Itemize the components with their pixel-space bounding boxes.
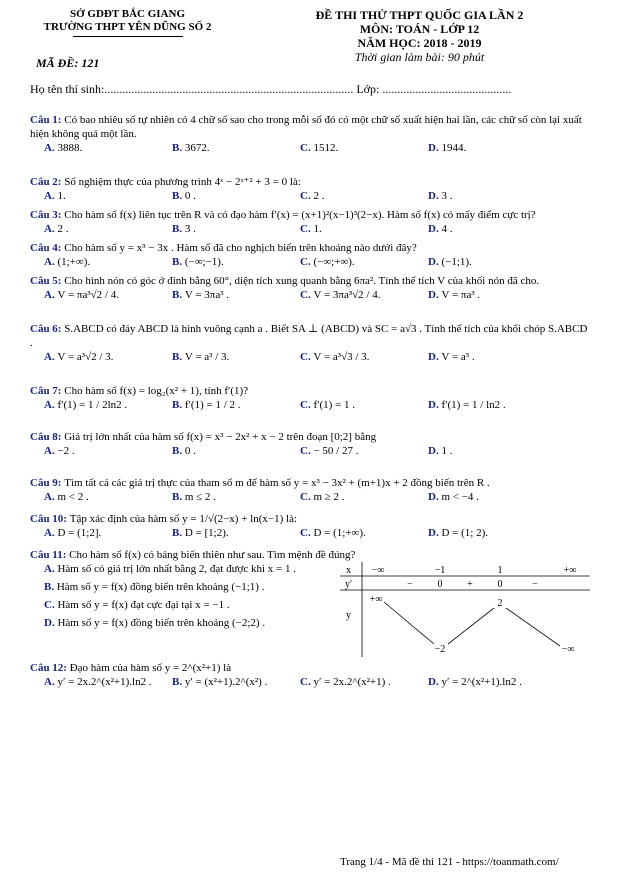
- question-body: Cho hàm số f(x) = log₂(x² + 1), tính f′(1)?: [64, 385, 249, 397]
- arrow-up: [448, 608, 494, 644]
- question-10: [30, 512, 590, 540]
- answer-option[interactable]: B. y′ = (x²+1).2^(x²) .: [172, 676, 268, 688]
- sign-value: +: [467, 579, 473, 590]
- question-text: [30, 322, 590, 350]
- answer-option[interactable]: D. (−1;1).: [428, 256, 472, 268]
- answer-option[interactable]: A. −2 .: [44, 445, 75, 457]
- sign-value: −: [532, 579, 538, 590]
- answer-option[interactable]: A. V = a³√2 / 3.: [44, 351, 114, 363]
- answer-option[interactable]: B. 0 .: [172, 445, 196, 457]
- question-7: [30, 384, 590, 412]
- y-value: −∞: [561, 644, 575, 655]
- question-5: [30, 274, 590, 302]
- question-text: [30, 430, 590, 444]
- exam-title: ĐỀ THI THỬ THPT QUỐC GIA LẦN 2: [315, 8, 524, 22]
- answer-option[interactable]: D. f′(1) = 1 / ln2 .: [428, 399, 506, 411]
- question-text: [30, 274, 590, 288]
- answer-option[interactable]: C. V = 3πa³√2 / 4.: [300, 289, 381, 301]
- answer-option[interactable]: A. f′(1) = 1 / 2ln2 .: [44, 399, 128, 411]
- answer-option[interactable]: A. Hàm số có giá trị lớn nhất bằng 2, đạt được khi x = 1 .: [44, 563, 297, 575]
- question-4: [30, 241, 590, 269]
- question-text: [30, 512, 590, 526]
- answer-option[interactable]: B. m ≤ 2 .: [172, 491, 216, 503]
- answer-option[interactable]: D. 1944.: [428, 142, 467, 154]
- question-body: Số nghiệm thực của phương trình 4ˣ − 2ˣ⁺² + 3 = 0 là:: [64, 176, 301, 188]
- answer-option[interactable]: B. V = a³ / 3.: [172, 351, 230, 363]
- answer-option[interactable]: B. D = [1;2).: [172, 527, 229, 539]
- question-label: Câu 1:: [30, 114, 65, 126]
- question-body: Giá trị lớn nhất của hàm số f(x) = x³ − 2x² + x − 2 trên đoạn [0;2] bằng: [64, 431, 377, 443]
- answer-option[interactable]: B. Hàm số y = f(x) đồng biến trên khoảng (−1;1) .: [44, 581, 265, 593]
- variation-table: [340, 562, 590, 657]
- x-value: +∞: [563, 565, 577, 576]
- question-label: Câu 7:: [30, 385, 65, 397]
- question-12: [30, 661, 590, 689]
- answer-option[interactable]: B. 0 .: [172, 190, 196, 202]
- answer-option[interactable]: C. (−∞;+∞).: [300, 256, 355, 268]
- x-value: −∞: [371, 565, 385, 576]
- question-text: [30, 548, 590, 562]
- question-body: S.ABCD có đáy ABCD là hình vuông cạnh a . Biết SA ⊥ (ABCD) và SC = a√3 . Tính thể tích của khối chóp S.ABCD .: [30, 323, 588, 349]
- exam-subject: MÔN: TOÁN - LỚP 12: [359, 22, 480, 36]
- y-value: +∞: [369, 594, 383, 605]
- question-label: Câu 4:: [30, 242, 65, 254]
- answer-option[interactable]: C. m ≥ 2 .: [300, 491, 345, 503]
- department-name: SỞ GDĐT BẮC GIANG: [69, 8, 185, 20]
- answer-option[interactable]: C. y′ = 2x.2^(x²+1) .: [300, 676, 391, 688]
- exam-year: NĂM HỌC: 2018 - 2019: [357, 36, 482, 50]
- yprime-label: y′: [345, 579, 353, 590]
- x-value: −1: [434, 565, 446, 576]
- sign-value: 0: [497, 579, 503, 590]
- exam-time: Thời gian làm bài: 90 phút: [354, 50, 485, 64]
- answer-option[interactable]: C. V = a³√3 / 3.: [300, 351, 370, 363]
- question-text: [30, 384, 590, 398]
- answer-option[interactable]: A. 2 .: [44, 223, 69, 235]
- answer-option[interactable]: D. D = (1; 2).: [428, 527, 488, 539]
- answer-option[interactable]: B. V = 3πa³ .: [172, 289, 230, 301]
- answer-option[interactable]: D. m < −4 .: [428, 491, 479, 503]
- question-label: Câu 5:: [30, 275, 65, 287]
- sign-value: −: [407, 579, 413, 590]
- x-label: x: [346, 565, 351, 576]
- answer-option[interactable]: D. y′ = 2^(x²+1).ln2 .: [428, 676, 522, 688]
- question-3: [30, 208, 590, 236]
- answer-option[interactable]: C. D = (1;+∞).: [300, 527, 366, 539]
- student-class-label: Lớp:: [356, 82, 380, 96]
- question-2: [30, 175, 590, 203]
- question-text: [30, 208, 590, 222]
- question-1: [30, 113, 590, 155]
- question-label: Câu 8:: [30, 431, 65, 443]
- question-body: Cho hàm số y = x³ − 3x . Hàm số đã cho nghịch biến trên khoảng nào dưới đây?: [64, 242, 417, 254]
- header-left: [20, 8, 235, 37]
- answer-option[interactable]: C. 2 .: [300, 190, 325, 202]
- answer-option[interactable]: D. 1 .: [428, 445, 453, 457]
- answer-option[interactable]: D. V = a³ .: [428, 351, 475, 363]
- student-info: Họ tên thí sinh:................................................................................... Lớp: ...........................................: [30, 82, 512, 96]
- answer-option[interactable]: D. V = πa³ .: [428, 289, 481, 301]
- answer-option[interactable]: C. Hàm số y = f(x) đạt cực đại tại x = −1 .: [44, 599, 230, 611]
- question-text: [30, 175, 590, 189]
- answer-option[interactable]: A. 1.: [44, 190, 66, 202]
- header-right: [292, 8, 547, 64]
- answer-option[interactable]: C. 1512.: [300, 142, 339, 154]
- question-body: Có bao nhiêu số tự nhiên có 4 chữ số sao cho trong mỗi số đó có một chữ số xuất hiện hai lần, các chữ số còn lại xuất hiện không quá một lần.: [30, 114, 582, 140]
- answer-option[interactable]: A. D = (1;2].: [44, 527, 102, 539]
- answer-option[interactable]: B. 3 .: [172, 223, 196, 235]
- header-divider: [73, 36, 183, 37]
- questions-list: [30, 113, 590, 694]
- answer-option[interactable]: A. y′ = 2x.2^(x²+1).ln2 .: [44, 676, 152, 688]
- question-text: [30, 661, 590, 675]
- question-label: Câu 6:: [30, 323, 65, 335]
- question-6: [30, 322, 590, 364]
- answer-option[interactable]: A. V = πa³√2 / 4.: [44, 289, 119, 301]
- question-label: Câu 3:: [30, 209, 65, 221]
- question-body: Đạo hàm của hàm số y = 2^(x²+1) là: [69, 662, 232, 674]
- answer-option[interactable]: D. 4 .: [428, 223, 453, 235]
- page-footer: Trang 1/4 - Mã đề thi 121 - https://toanmath.com/: [340, 856, 559, 868]
- answer-option[interactable]: B. f′(1) = 1 / 2 .: [172, 399, 241, 411]
- question-11: [30, 548, 590, 657]
- question-label: Câu 12:: [30, 662, 70, 674]
- answer-option[interactable]: C. 1.: [300, 223, 322, 235]
- answer-option[interactable]: B. 3672.: [172, 142, 210, 154]
- answer-option[interactable]: C. − 50 / 27 .: [300, 445, 359, 457]
- y-value: −2: [434, 644, 446, 655]
- question-body: Tìm tất cả các giá trị thực của tham số m để hàm số y = x³ − 3x² + (m+1)x + 2 đồng biến trên R .: [64, 477, 490, 489]
- student-name-label: Họ tên thí sinh:: [30, 82, 105, 96]
- question-body: Tập xác định của hàm số y = 1/√(2−x) + ln(x−1) là:: [69, 513, 298, 525]
- exam-code: MÃ ĐỀ: 121: [36, 56, 100, 70]
- answer-option[interactable]: A. (1;+∞).: [44, 256, 91, 268]
- question-8: [30, 430, 590, 458]
- answer-option[interactable]: D. 3 .: [428, 190, 453, 202]
- question-label: Câu 9:: [30, 477, 65, 489]
- arrow-down: [384, 602, 434, 644]
- school-name: TRƯỜNG THPT YÊN DŨNG SỐ 2: [43, 21, 212, 33]
- question-9: [30, 476, 590, 504]
- question-text: [30, 241, 590, 255]
- answer-option[interactable]: D. Hàm số y = f(x) đồng biến trên khoảng (−2;2) .: [44, 617, 266, 629]
- y-value: 2: [497, 598, 503, 609]
- answer-option[interactable]: C. f′(1) = 1 .: [300, 399, 356, 411]
- answer-option[interactable]: A. 3888.: [44, 142, 83, 154]
- arrow-down: [506, 608, 560, 646]
- y-label: y: [346, 610, 351, 621]
- question-body: Cho hình nón có góc ở đỉnh bằng 60°, diện tích xung quanh bằng 6πa². Tính thể tích V của khối nón đã cho.: [64, 275, 540, 287]
- question-label: Câu 2:: [30, 176, 65, 188]
- question-label: Câu 11:: [30, 549, 70, 561]
- question-body: Cho hàm số f(x) liên tục trên R và có đạo hàm f′(x) = (x+1)²(x−1)³(2−x). Hàm số f(x) có mấy điểm cực trị?: [64, 209, 536, 221]
- x-value: 1: [497, 565, 503, 576]
- answer-option[interactable]: A. m < 2 .: [44, 491, 89, 503]
- question-label: Câu 10:: [30, 513, 70, 525]
- question-text: [30, 476, 590, 490]
- question-body: Cho hàm số f(x) có bảng biến thiên như sau. Tìm mệnh đề đúng?: [69, 549, 356, 561]
- answer-option[interactable]: B. (−∞;−1).: [172, 256, 224, 268]
- question-text: [30, 113, 590, 141]
- sign-value: 0: [437, 579, 443, 590]
